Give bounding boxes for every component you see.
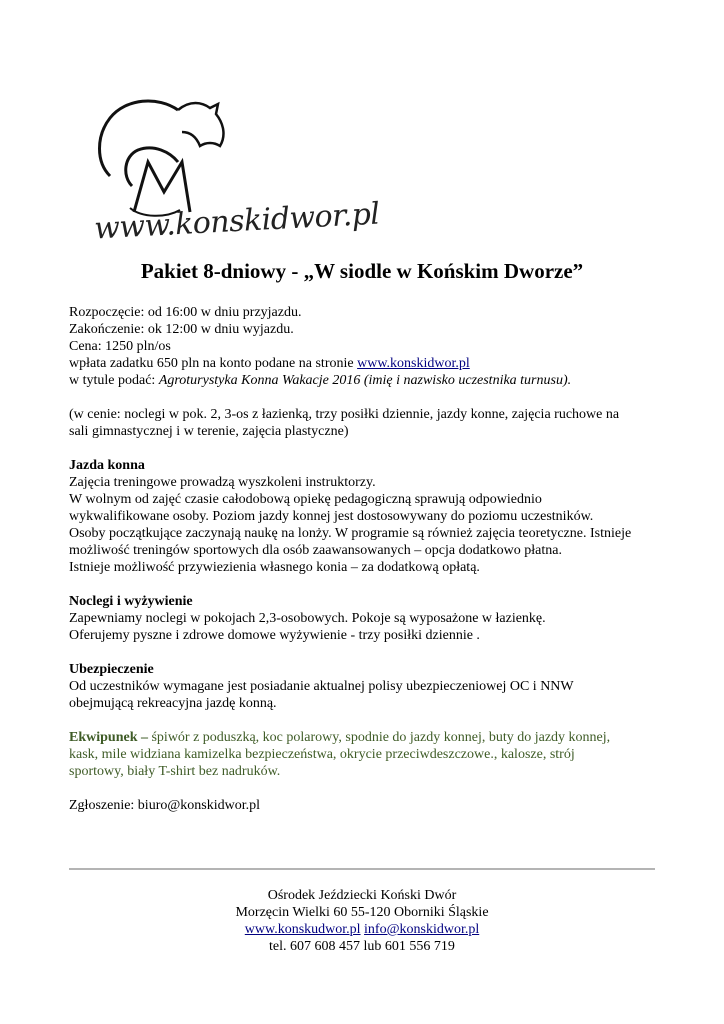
- document-body: [69, 304, 659, 814]
- transfer-title-value: Agroturystyka Konna Wakacje 2016 (imię i nazwisko uczestnika turnusu).: [158, 373, 572, 388]
- price: Cena: 1250 pln/os: [69, 339, 171, 354]
- footer-name: Ośrodek Jeździecki Koński Dwór: [267, 888, 457, 903]
- footer-phone: tel. 607 608 457 lub 601 556 719: [269, 939, 455, 954]
- logo-text: www.konskidwor.pl: [93, 196, 381, 247]
- riding-line: Istnieje możliwość przywiezienia własnego konia – za dodatkową opłatą.: [69, 560, 480, 575]
- lodging-line: Oferujemy pyszne i zdrowe domowe wyżywienie - trzy posiłki dziennie .: [69, 628, 480, 643]
- footer-divider: [69, 868, 655, 870]
- riding-line: wykwalifikowane osoby. Poziom jazdy konnej jest dostosowywany do poziomu uczestników.: [69, 509, 594, 524]
- included-line-1: (w cenie: noclegi w pok. 2, 3-os z łazienką, trzy posiłki dziennie, jazdy konne, zajęcia ruchowe na: [69, 407, 620, 422]
- equipment-text: śpiwór z poduszką, koc polarowy, spodnie do jazdy konnej, buty do jazdy konnej,: [151, 730, 611, 745]
- equipment-line-3: sportowy, biały T-shirt bez nadruków.: [69, 764, 281, 779]
- footer-email-link[interactable]: info@konskidwor.pl: [364, 922, 480, 937]
- footer-address: Morzęcin Wielki 60 55-120 Oborniki Śląskie: [235, 905, 489, 920]
- footer-links: [0, 921, 724, 938]
- start-time: Rozpoczęcie: od 16:00 w dniu przyjazdu.: [69, 305, 302, 320]
- footer: [0, 887, 724, 955]
- end-time: Zakończenie: ok 12:00 w dniu wyjazdu.: [69, 322, 294, 337]
- deposit-line: [69, 355, 659, 372]
- footer-website-link[interactable]: www.konskudwor.pl: [244, 922, 361, 937]
- lodging-heading: Noclegi i wyżywienie: [69, 594, 193, 609]
- transfer-title-label: w tytule podać:: [69, 373, 159, 388]
- page-title: Pakiet 8-dniowy - „W siodle w Końskim Dworze”: [140, 259, 584, 283]
- insurance-line: Od uczestników wymagane jest posiadanie aktualnej polisy ubezpieczeniowej OC i NNW: [69, 679, 574, 694]
- registration-email: Zgłoszenie: biuro@konskidwor.pl: [69, 798, 260, 813]
- riding-line: możliwość treningów sportowych dla osób zaawansowanych – opcja dodatkowo płatna.: [69, 543, 562, 558]
- insurance-heading: Ubezpieczenie: [69, 662, 154, 677]
- riding-line: Osoby początkujące zaczynają naukę na lonży. W programie są również zajęcia teoretyczne. Istnieje: [69, 526, 632, 541]
- deposit-website-link[interactable]: www.konskidwor.pl: [357, 356, 470, 371]
- riding-heading: Jazda konna: [69, 458, 145, 473]
- riding-line: W wolnym od zajęć czasie całodobową opiekę pedagogiczną sprawują odpowiednio: [69, 492, 542, 507]
- transfer-title-line: [69, 372, 659, 389]
- equipment-line-1: [69, 729, 659, 746]
- riding-line: Zajęcia treningowe prowadzą wyszkoleni instruktorzy.: [69, 475, 376, 490]
- insurance-line: obejmującą rekreacyjna jazdę konną.: [69, 696, 277, 711]
- deposit-text: wpłata zadatku 650 pln na konto podane na stronie: [69, 356, 358, 371]
- equipment-heading: Ekwipunek –: [69, 730, 152, 745]
- lodging-line: Zapewniamy noclegi w pokojach 2,3-osobowych. Pokoje są wyposażone w łazienkę.: [69, 611, 546, 626]
- equipment-line-2: kask, mile widziana kamizelka bezpieczeństwa, okrycie przeciwdeszczowe., kalosze, strój: [69, 747, 575, 762]
- included-line-2: sali gimnastycznej i w terenie, zajęcia plastyczne): [69, 424, 349, 439]
